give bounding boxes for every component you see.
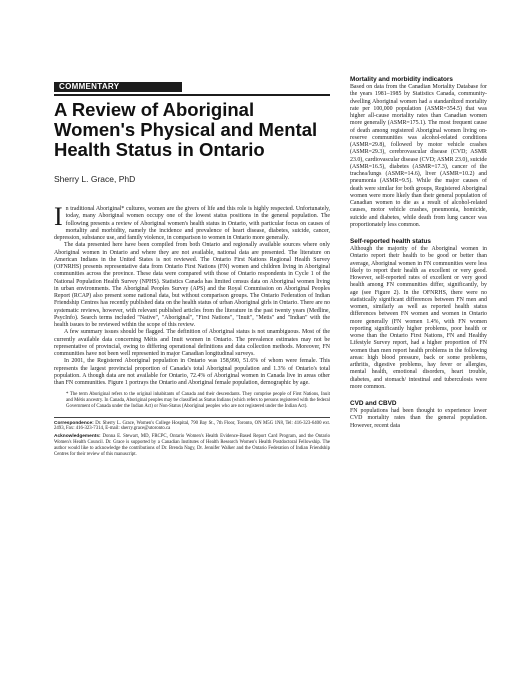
footnote: * The term Aboriginal refers to the original inhabitants of Canada and their descendants. They comprise people of First Nations, Inuit and Métis ancestry. In Canada, Aboriginal peoples may be classified as Status Indians (which refers to persons registered with the federal Government of Canada under the Indian Act) or Non-Status (Aboriginal peoples who are not registered under the Indian Act). <box>66 392 330 409</box>
left-column <box>54 76 330 459</box>
article-title: A Review of Aboriginal Women's Physical and Mental Health Status in Ontario <box>54 99 318 160</box>
correspondence-block <box>54 417 330 458</box>
acknowledgements: Acknowledgements: Donna E. Stewart, MD, FRCPC, Ontario Women's Health Evidence-Based Report Card Program, and the Ontario Women's Health Council. Dr. Grace is supported by a Canadian Institutes of Health Research Women's Health Postdoctoral Fellowship. The author would like to acknowledge the contributions of Dr. Brenda Nagy, Dr. Jennifer Walker and the Ontario Federation of Indian Friendship Centres for their review of this manuscript. <box>54 434 331 457</box>
acknowledgements-label: Acknowledgements: <box>54 434 101 440</box>
section-text: Based on data from the Canadian Mortality Database for the years 1981–1985 by Statistics Canada, community-dwelling Aboriginal women had a standardized mortality rate per 100,000 population (ASMR=354.5) that was higher all-cause mortality rates than Canadian women more generally (ASMR=175.1). The most frequent cause of death among registered Aboriginal women living on-reserve communities was alcohol-related conditions (ASMR=29.8), followed by motor vehicle crashes (ASMR=29.3), cerebrovascular disease (CVD; ASMR 23.0), cardiovascular disease (CVD; ASMR 23.0), suicide (ASMR=16.5), diabetes (ASMR=17.3), cancer of the trachea/lungs (ASMR=14.6), liver (ASMR=10.2) and pneumonia (ASMR=9.5). While the major causes of death were similar for both groups, Registered Aboriginal women were more likely than their general population of Canadian women to die as a result of alcohol-related causes, motor vehicle crashes, pneumonia, homicide, suicide and diabetes, while death from lung cancer was proportionately less common. <box>350 84 487 228</box>
section-text: Although the majority of the Aboriginal women in Ontario report their health to be good or better than average, Aboriginal women in FN communities were less likely to report their health as excellent or very good. However, self-reported rates of excellent or very good health among FN communities differ, significantly, by age (see Figure 2). In the OFNRHS, there were no statistically significant differences between FN men and women, similarly as well as reported health status differences between FN women and women in Ontario more generally (FN women 1.4%, with FN women reporting significantly higher problems, poor health or worse than the Ontario First Nations, FN and Healthy Lifestyle Survey report, had a higher proportion of FN women than men report health problems in the following areas: high blood pressure, back or some problems, arthritis, digestive problems, hay fever or allergies, mental health, emotional disorders, heart trouble, diabetes, and stomach/ intestinal and tuberculosis were more common. <box>350 246 487 390</box>
body-paragraph: The data presented here have been compiled from both Ontario and regionally available sources where only Aboriginal women in Ontario and where they are not available, national data are presented. The literature on American Indians in the United States is not reviewed. The Ontario First Nations Regional Health Survey (OFNRHS) presents representative data from Ontario First Nations (FN) women and children living in Aboriginal communities across the province. These data were compared with those of Ontario respondents in Cycle 1 of the National Population Health Survey (NPHS). Statistics Canada has limited census data on Aboriginal women living in urban environments. The Aboriginal Peoples Survey (APS) and the Royal Commission on Aboriginal Peoples Report (RCAP) also present some national data, but without comparison groups. The Ontario Federation of Indian Friendship Centres has recently published data on the health status of urban Aboriginal girls in Ontario. There are no systematic reviews, however, with relevant published articles from the literature in the past twenty years (Medline, PsycInfo). Search terms included "Native", "Aboriginal", "First Nations", "Inuit", "Metis" and "Indian" with the health issues to be reviewed within the scope of this review. <box>54 242 330 328</box>
author-byline: Sherry L. Grace, PhD <box>54 174 136 184</box>
article-body <box>54 202 330 387</box>
body-paragraph: A few summary issues should be flagged. The definition of Aboriginal status is not unambiguous. Most of the currently available data concerning Métis and Inuit women in Ontario. The prevalence estimates may not be representative of provincial, owing to differing operational definitions and data collection methods. Moreover, FN communities have not been well represented in major Canadian longitudinal surveys. <box>54 329 330 357</box>
section-text: FN populations had been thought to experience lower CVD mortality rates than the general population. However, recent data <box>350 408 487 429</box>
section-label: COMMENTARY <box>54 82 182 92</box>
right-column <box>350 76 487 430</box>
section-rule <box>54 94 330 96</box>
correspondence: Correspondence: Dr. Sherry L. Grace, Women's College Hospital, 790 Bay St., 7th Floor, Toronto, ON M5G 1N8, Tel: 416-323-6400 ext. 2493, Fax: 416-323-7314, E-mail: sherry.grace@utoronto.ca <box>54 420 331 432</box>
section-heading: Self-reported health status <box>350 238 431 245</box>
intro-paragraph: In traditional Aboriginal* cultures, women are the givers of life and this role is highly respected. Unfortunately, today, many Aboriginal women occupy one of the lowest status positions in the general population. The following presents a review of Aboriginal women's health status in Ontario, with particular focus on causes of mortality and morbidity, namely the incidence and prevalence of heart disease, diabetes, suicide, cancer, depression, substance use, and family violence, in comparison to women in Ontario more generally. <box>54 202 330 241</box>
correspondence-label: Correspondence: <box>54 420 94 426</box>
section-heading: Mortality and morbidity indicators <box>350 76 453 83</box>
drop-cap: I <box>54 202 63 231</box>
section-heading: CVD and CBVD <box>350 400 397 407</box>
body-paragraph: In 2001, the Registered Aboriginal population in Ontario was 158,990, 51.6% of whom were female. This represents the largest provincial proportion of Canada's total Aboriginal population and 1.3% of Ontario's total population. A though data are not available for Ontario, 72.4% of Aboriginal women in Canada live in areas other than FN communities. Figure 1 portrays the Ontario and Aboriginal female population, demographic by age. <box>54 358 330 386</box>
